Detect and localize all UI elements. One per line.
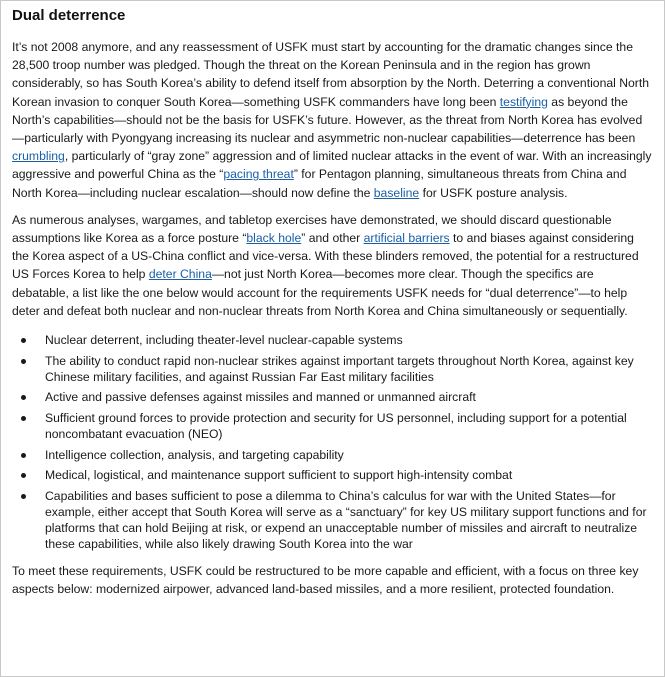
paragraph-2-text-1: As numerous analyses, wargames, and tabletop exercises have demonstrated, we should discard questionable assumptions like Korea as a force posture “ [12,212,612,246]
list-item [12,488,652,553]
list-item [12,447,652,463]
list-item-text: Nuclear deterrent, including theater-level nuclear-capable systems [45,333,403,348]
link-pacing-threat[interactable]: pacing threat [223,167,294,182]
section-heading: Dual deterrence [12,7,126,24]
paragraph-2-text-3: to and biases against considering the Korea aspect of a US-China conflict and vice-versa. With these blinders removed, the potential for a restructured US Forces Korea to help [12,231,639,282]
paragraph-2-text-2: ” and other [301,231,364,246]
list-item-text: Intelligence collection, analysis, and targeting capability [45,447,344,462]
paragraph-1-text-1: It’s not 2008 anymore, and any reassessment of USFK must start by accounting for the dramatic changes since the 28,500 troop number was pledged. Though the threat on the Korean Peninsula and in the region has grown considerably, so has South Korea’s ability to defend itself from absorption by the North. Deterring a conventional North Korean invasion to conquer South Korea—something USFK commanders have long been [12,40,650,109]
list-item-text: Capabilities and bases sufficient to pose a dilemma to China’s calculus for war with the United States—for example, either accept that South Korea will serve as a “sanctuary” for key US military support functions and for platforms that can hold Beijing at risk, or expend an unacceptable number of missiles and aircraft to neutralize these capabilities, while also likely drawing South Korea into the war [45,488,647,552]
article-section [12,6,652,598]
list-item-text: Sufficient ground forces to provide protection and security for US personnel, including support for a potential noncombatant evacuation (NEO) [45,410,627,442]
paragraph-1-text-4: ” for Pentagon planning, simultaneous threats from China and North Korea—including nuclear escalation—should now define the [12,167,627,200]
bullet-icon [21,359,26,364]
paragraph-2-text-4: —not just North Korea—becomes more clear. Though the specifics are debatable, a list like the one below would account for the requirements USFK needs for “dual deterrence”—to help deter and defeat both nuclear and non-nuclear threats from North Korea and China simultaneously or sequentially. [12,267,628,318]
link-baseline[interactable]: baseline [373,185,420,200]
bullet-icon [21,473,26,478]
link-artificial-barriers[interactable]: artificial barriers [363,231,450,246]
paragraph-2 [12,211,652,320]
list-item [12,389,652,405]
list-item [12,353,652,386]
paragraph-1-text-3: , particularly of “gray zone” aggression and of limited nuclear attacks in the event of war. With an increasingly aggressive and powerful China as the “ [12,149,652,182]
paragraph-1 [12,38,652,202]
list-item [12,332,652,348]
bullet-icon [21,494,26,499]
bullet-icon [21,395,26,400]
bullet-icon [21,338,26,343]
list-item-text: Medical, logistical, and maintenance support sufficient to support high-intensity combat [45,468,513,483]
requirements-list [12,332,652,553]
paragraph-3: To meet these requirements, USFK could be restructured to be more capable and efficient, with a focus on three key aspects below: modernized airpower, advanced land-based missiles, and a more resilient, protected foundation. [12,563,639,596]
bullet-icon [21,416,26,421]
bullet-icon [21,453,26,458]
link-deter-china[interactable]: deter China [148,267,212,282]
list-item-text: The ability to conduct rapid non-nuclear strikes against important targets throughout North Korea, against key Chinese military facilities, and against Russian Far East military facilities [45,353,634,384]
paragraph-1-text-2: as beyond the North’s capabilities—should not be the basis for USFK’s future. However, as the threat from North Korea has evolved—particularly with Pyongyang increasing its nuclear and asymmetric non-nuclear capabilities—deterrence has been [12,94,643,146]
paragraph-1-text-5: for USFK posture analysis. [419,185,568,200]
link-black-hole[interactable]: black hole [246,231,302,246]
list-item-text: Active and passive defenses against missiles and manned or unmanned aircraft [45,390,476,405]
list-item [12,467,652,483]
link-testifying[interactable]: testifying [499,94,548,109]
list-item [12,410,652,443]
link-crumbling[interactable]: crumbling [12,149,65,164]
